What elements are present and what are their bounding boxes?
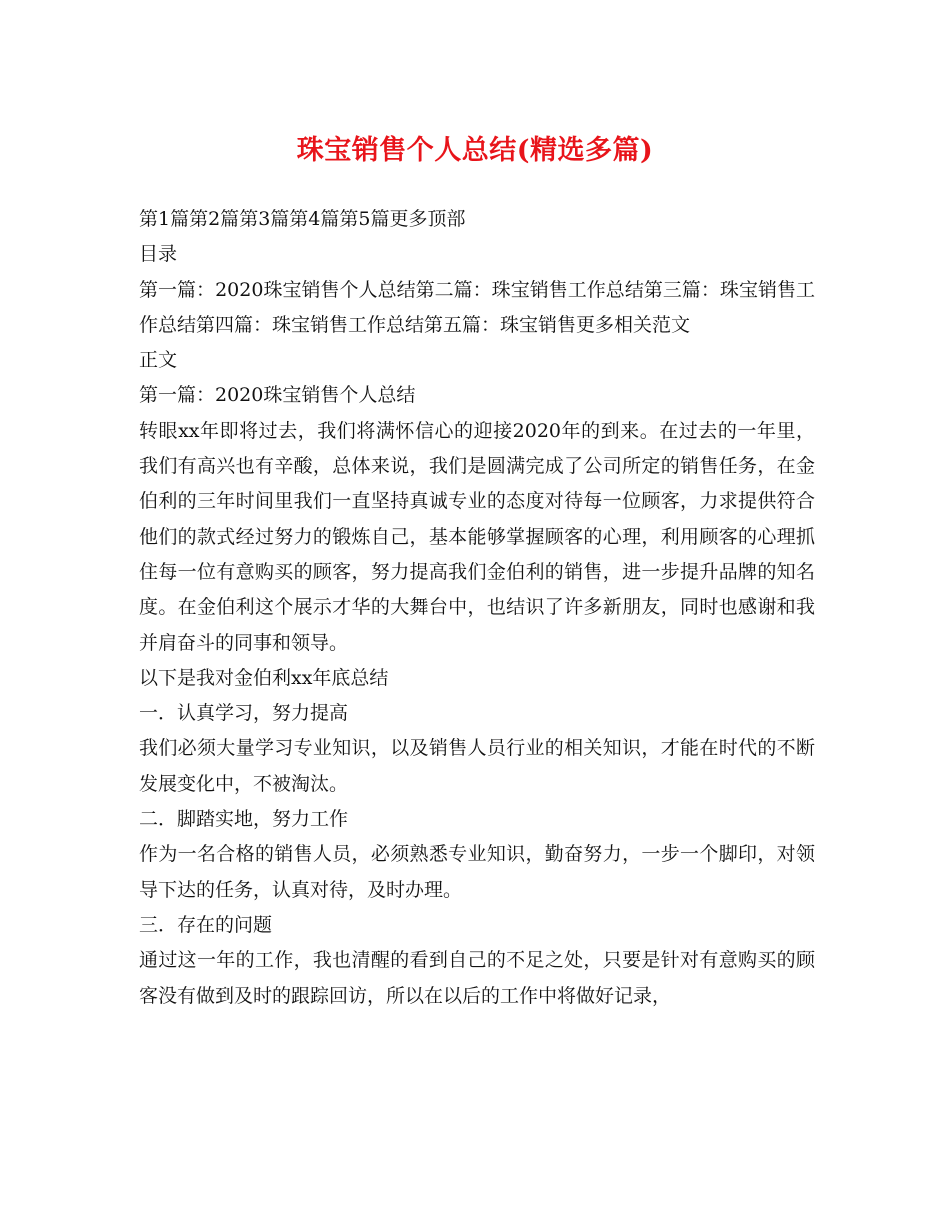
nav-link-part-2[interactable]: 第2篇	[189, 208, 240, 230]
paragraph-1: 转眼xx年即将过去，我们将满怀信心的迎接2020年的到来。在过去的一年里，我们有高兴也有辛酸，总体来说，我们是圆满完成了公司所定的销售任务，在金伯利的三年时间里我们一直坚持真诚专业的态度对待每一位顾客，力求提供符合他们的款式经过努力的锻炼自己，基本能够掌握顾客的心理，利用顾客的心理抓住每一位有意购买的顾客，努力提高我们金伯利的销售，进一步提升品牌的知名度。在金伯利这个展示才华的大舞台中，也结识了许多新朋友，同时也感谢和我并肩奋斗的同事和领导。	[139, 419, 815, 654]
section-2-text: 作为一名合格的销售人员，必须熟悉专业知识，勤奋努力，一步一个脚印，对领导下达的任务，认真对待，及时办理。	[139, 843, 815, 901]
document-title: 珠宝销售个人总结(精选多篇)	[296, 135, 654, 166]
section-3-heading: 三．存在的问题	[139, 913, 273, 936]
section-1-text: 我们必须大量学习专业知识，以及销售人员行业的相关知识，才能在时代的不断发展变化中，不被淘汰。	[139, 737, 815, 795]
body-heading: 正文	[139, 349, 178, 372]
toc-heading: 目录	[139, 243, 178, 266]
article-title: 第一篇：2020珠宝销售个人总结	[139, 384, 416, 407]
section-1-heading: 一．认真学习，努力提高	[139, 702, 349, 725]
document-body	[139, 202, 815, 1014]
section-3-text: 通过这一年的工作，我也清醒的看到自己的不足之处，只要是针对有意购买的顾客没有做到及时的跟踪回访，所以在以后的工作中将做好记录，	[139, 949, 815, 1007]
nav-link-more[interactable]: 更多	[389, 208, 428, 230]
nav-link-part-4[interactable]: 第4篇	[289, 208, 340, 230]
nav-link-top[interactable]: 顶部	[427, 208, 466, 230]
nav-link-part-3[interactable]: 第3篇	[239, 208, 290, 230]
nav-links	[139, 202, 815, 237]
nav-link-part-1[interactable]: 第1篇	[139, 208, 190, 230]
section-2-heading: 二．脚踏实地，努力工作	[139, 808, 349, 831]
intro-line: 以下是我对金伯利xx年底总结	[139, 666, 389, 689]
toc-text: 第一篇：2020珠宝销售个人总结第二篇：珠宝销售工作总结第三篇：珠宝销售工作总结第四篇：珠宝销售工作总结第五篇：珠宝销售更多相关范文	[139, 278, 815, 336]
nav-link-part-5[interactable]: 第5篇	[339, 208, 390, 230]
